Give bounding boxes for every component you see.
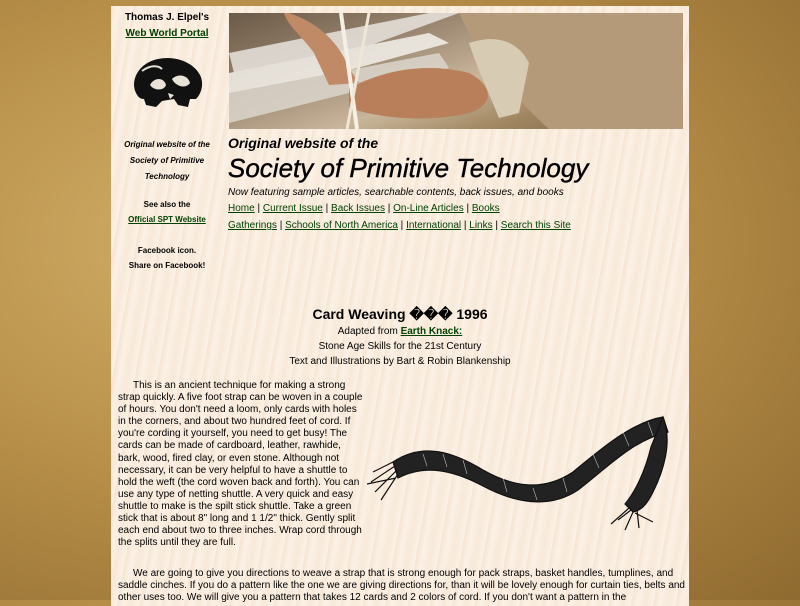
web-world-portal-link[interactable]: Web World Portal	[125, 28, 209, 39]
nav-search[interactable]: Search this Site	[500, 220, 571, 231]
article-paragraph-2: We are going to give you directions to weave a strap that is strong enough for pack straps, basket handles, tumplines, and saddle cinches. If you do a pattern like the one we are giving directions for, than it will be lovely enough for curtain ties, belts and other uses too. We will give you a pattern that takes 12 cards and 2 colors of cord. If you don't want a pattern in the	[118, 568, 685, 604]
header-note: Now featuring sample articles, searchable contents, back issues, and books	[228, 187, 564, 198]
nav-home[interactable]: Home	[228, 203, 255, 214]
sidebar-see-also: See also the Official SPT Website	[128, 200, 206, 224]
article-header	[111, 304, 689, 369]
article-subtitle: Stone Age Skills for the 21st Century	[318, 341, 482, 352]
site-title: Society of Primitive Technology	[228, 153, 589, 183]
nav-online-articles[interactable]: On-Line Articles	[393, 203, 464, 214]
author-name: Thomas J. Elpel's	[124, 12, 210, 23]
nav-schools[interactable]: Schools of North America	[285, 220, 398, 231]
header-subtitle: Original website of the	[228, 135, 379, 151]
share-on-facebook[interactable]: Share on Facebook!	[128, 261, 206, 270]
adapted-line: Adapted from Earth Knack:	[337, 326, 463, 337]
earth-knack-link[interactable]: Earth Knack:	[400, 326, 463, 337]
nav-gatherings[interactable]: Gatherings	[228, 220, 277, 231]
article-title: Card Weaving ��� 1996	[312, 306, 488, 322]
sidebar-original-text: Original website of the Society of Primitive Technology	[124, 140, 210, 181]
sidebar	[111, 6, 223, 273]
page-content	[111, 6, 689, 606]
site-header	[228, 134, 686, 233]
article-credits: Text and Illustrations by Bart & Robin Blankenship	[289, 356, 511, 367]
banner-photo-weaving	[229, 13, 683, 129]
skull-logo-icon[interactable]	[128, 55, 206, 111]
nav-row-2: Gatherings | Schools of North America | International | Links | Search this Site	[228, 220, 571, 231]
nav-international[interactable]: International	[406, 220, 462, 231]
nav-links[interactable]: Links	[469, 220, 493, 231]
nav-back-issues[interactable]: Back Issues	[331, 203, 385, 214]
article-paragraph-1: This is an ancient technique for making a strong strap quickly. A five foot strap can be woven in a couple of hours. You don't need a loom, only cards with holes in the corners, and about two hundred feet of cord. If you're cording it yourself, you need to get busy! The cards can be made of cardboard, leather, rawhide, bark, wood, fired clay, or even stone. Although not necessary, it can be very helpful to have a shuttle to hold the weft (the cord woven back and forth). You can use any type of netting shuttle. A very quick and easy shuttle to make is the spilt stick shuttle. Take a green stick that is about 8" long and 1 1/2" thick. Gently split each end about two to three inches. Wrap cord through the splits until they are full.	[118, 380, 363, 549]
official-spt-link[interactable]: Official SPT Website	[128, 215, 206, 224]
nav-row-1: Home | Current Issue | Back Issues | On-Line Articles | Books	[228, 203, 500, 214]
nav-current-issue[interactable]: Current Issue	[262, 203, 323, 214]
nav-books[interactable]: Books	[471, 203, 500, 214]
sidebar-facebook	[111, 243, 223, 273]
woven-strap-illustration	[363, 392, 685, 538]
facebook-icon[interactable]: Facebook icon.	[137, 246, 197, 255]
